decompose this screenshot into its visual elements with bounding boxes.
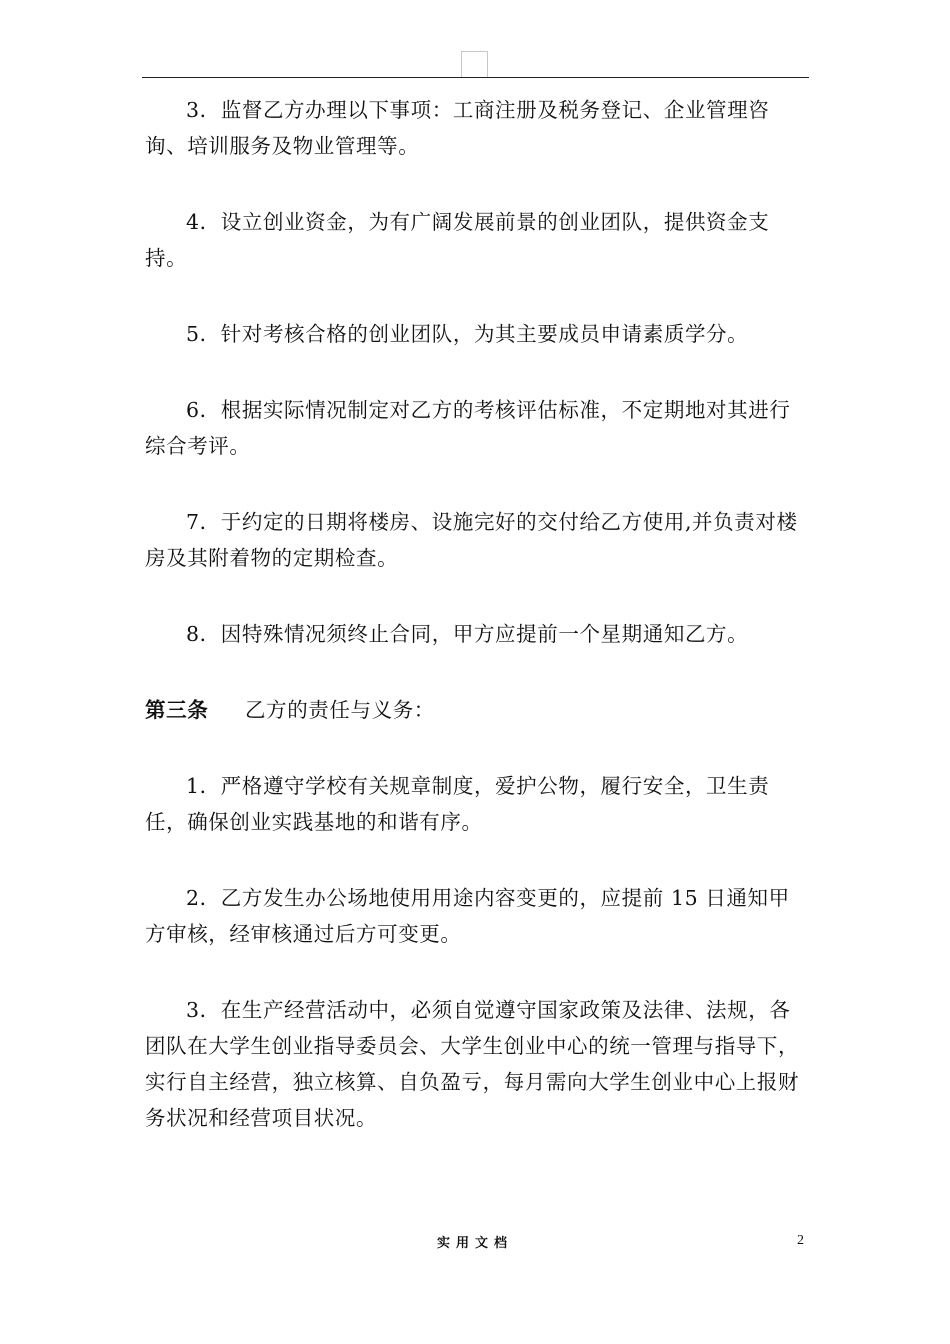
clause-item-8: 8．因特殊情况须终止合同，甲方应提前一个星期通知乙方。 (186, 622, 749, 646)
header-rule (142, 77, 809, 78)
clause-item-5: 5．针对考核合格的创业团队，为其主要成员申请素质学分。 (186, 322, 749, 346)
clause-item-7: 7．于约定的日期将楼房、设施完好的交付给乙方使用,并负责对楼房及其附着物的定期检查。 (145, 510, 798, 570)
section-title: 乙方的责任与义务： (245, 698, 435, 722)
page-number: 2 (797, 1233, 804, 1248)
document-body (145, 92, 810, 1176)
section-heading (145, 692, 810, 728)
obligation-item-1: 1．严格遵守学校有关规章制度，爱护公物，履行安全，卫生责任，确保创业实践基地的和谐有序。 (145, 774, 770, 834)
obligation-item-2: 2．乙方发生办公场地使用用途内容变更的，应提前 15 日通知甲方审核，经审核通过后方可变更。 (145, 886, 790, 946)
clause-item-4: 4．设立创业资金，为有广阔发展前景的创业团队，提供资金支持。 (145, 210, 770, 270)
section-label: 第三条 (145, 698, 209, 722)
clause-item-3: 3．监督乙方办理以下事项：工商注册及税务登记、企业管理咨询、培训服务及物业管理等。 (145, 98, 770, 158)
footer-label: 实用文档 (436, 1236, 513, 1251)
obligation-item-3: 3．在生产经营活动中，必须自觉遵守国家政策及法律、法规，各团队在大学生创业指导委员会、大学生创业中心的统一管理与指导下，实行自主经营，独立核算、自负盈亏，每月需向大学生创业中心上报财务状况和经营项目状况。 (145, 998, 800, 1130)
clause-item-6: 6．根据实际情况制定对乙方的考核评估标准，不定期地对其进行综合考评。 (145, 398, 791, 458)
header-placeholder-box (461, 51, 488, 77)
